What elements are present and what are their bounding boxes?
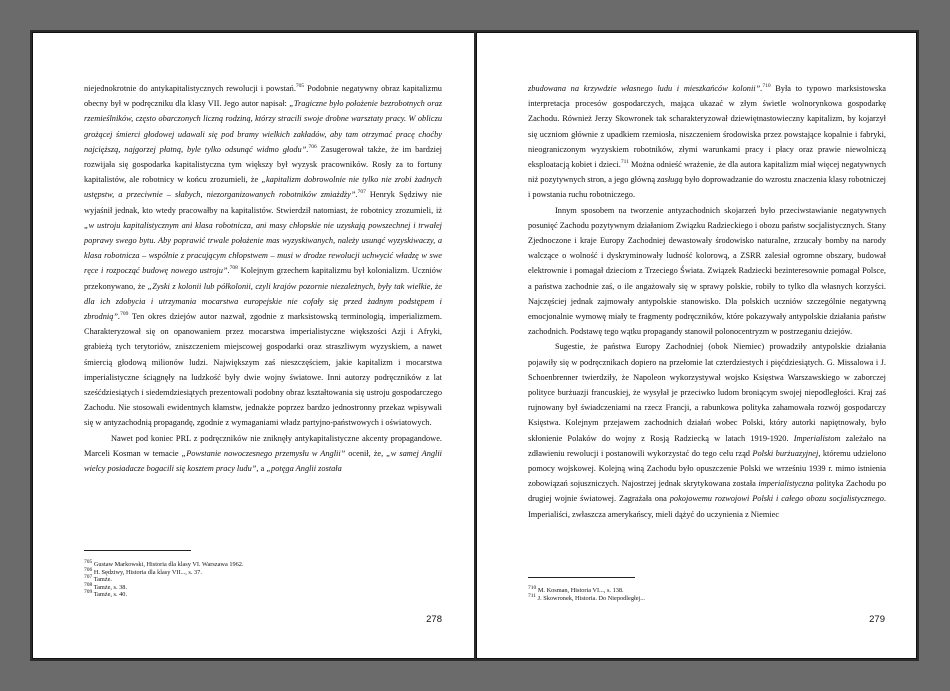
text-run: zależało na zdławieniu rewolucji i postanowili wykorzystać do tego celu rząd (528, 433, 887, 458)
footnote (84, 558, 384, 569)
footnote-reference: 711 (620, 159, 629, 166)
footnote (528, 584, 828, 595)
footnote-number: 709 (84, 589, 93, 596)
footnote-text: Tamże, s. 38. (92, 583, 128, 591)
text-run: Można odnieść wrażenie, że dla autora kapitalizm miał więcej negatywnych niż pozytywnych stron, a jego główną (528, 160, 886, 185)
footnote-text: Gustaw Markowski, Historia dla klasy VI. Warszawa 1962. (92, 561, 244, 568)
footnote (84, 581, 384, 592)
footnote-separator (84, 550, 191, 551)
quoted-text: Imperialistom (793, 433, 841, 443)
footnote-number: 711 (528, 592, 537, 599)
footnote-text: H. Sędziwy, Historia dla klasy VII..., s. 37. (92, 568, 202, 576)
text-run: Henryk Sędziwy nie wyjaśnił jednak, kto wtedy pracowałby na kapitalistów. Stwierdził natomiast, że robotnicy zrozumieli, iż (84, 190, 442, 215)
footnote-text: Tamże. (92, 576, 112, 584)
footnote-reference: 709 (120, 311, 129, 318)
quoted-text: „w ustroju kapitalistycznym ani klasa robotnicza, ani masy chłopskie nie uzyskają powszechnej i trwałej poprawy swego bytu. Aby poprawić trwale położenie mas wyzyskiwanych, należy usunąć wyzyskiwaczy, a klasa robotnicza – wspólnie z pracującym chłopstwem – musi w drodze rewolucji uchwycić władzę w swe ręce i rozpocząć budowę nowego ustroju”. (84, 220, 442, 276)
footnote-number: 706 (84, 566, 93, 573)
text-run: polityka Zachodu po drugiej wojnie światowej. Zagrażała ona (528, 479, 886, 504)
footnote (84, 576, 384, 584)
text-run: niejednokrotnie do antykapitalistycznych rewolucji i powstań. (84, 84, 296, 93)
document-page-left (33, 33, 474, 658)
footnote (84, 566, 384, 577)
quoted-text: „w samej Anglii wielcy posiadacze bogacili się kosztem pracy ludu” (84, 448, 442, 474)
quoted-text: „potęga Anglii została (266, 464, 342, 474)
quoted-text: Polski burżuazyjnej (752, 448, 819, 458)
text-run: , któremu udzielono pomocy wojskowej. Kolejną winą Zachodu było opuszczenie Polski we wrześniu 1939 r. mimo istnienia zobowiązań sojuszniczych. Najostrzej jednak skrytykowana została (528, 448, 886, 489)
quoted-text: „Zyski z kolonii lub półkolonii, czyli krajów pozornie niezależnych, były tak wielkie, że dla ich zdobycia i utrzymania mocarstwa europejskie nie cofały się przed żadnym podstępem i zbrodnią”. (84, 281, 442, 322)
text-run: ocenił, że, (345, 448, 387, 458)
footnote-reference: 706 (308, 144, 317, 151)
text-run: . Imperialiści, zwłaszcza amerykańscy, mieli dążyć do uczynienia z Niemiec (528, 494, 886, 519)
footnote (84, 591, 384, 599)
footnote-number: 710 (528, 584, 537, 591)
quoted-text: „kapitalizm dobrowolnie nie tylko nie zrobi żadnych ustępstw, a przeciwnie – słabych, niezorganizowanych robotników zmiażdży”. (84, 175, 442, 200)
footnotes (528, 584, 828, 602)
page-number: 279 (869, 614, 885, 625)
quoted-text: „Tragiczne było położenie bezrobotnych oraz rzemieślników, często obarczonych liczną rodziną, którzy stracili swoje drobne warsztaty pracy. W obliczu grożącej śmierci głodowej udawali się pod bramy wielkich zakładów, aby tam otrzymać pracę choćby najcięższą, najgorzej płatną, byle tylko odsunąć widmo głodu”. (84, 99, 442, 154)
page-body-text (528, 81, 886, 522)
footnote-separator (528, 577, 635, 578)
footnote-reference: 707 (357, 189, 366, 196)
text-run: Nawet pod koniec PRL z podręczników nie zniknęły antykapitalistyczne akcenty propagandowe. Marceli Kosman w temacie (84, 433, 442, 458)
body-paragraph (528, 339, 886, 521)
footnote-text: Tamże, s. 40. (92, 591, 128, 599)
body-paragraph (84, 431, 442, 477)
text-run: Kolejnym grzechem kapitalizmu był kolonializm. Uczniów przekonywano, że (84, 266, 442, 291)
quoted-text: zbudowana na krzywdzie własnego ludu i mieszkańców kolonii”. (528, 84, 763, 93)
text-run: Podobnie negatywny obraz kapitalizmu obecny był w podręczniku dla klasy VII. Jego autor napisał: (84, 84, 442, 109)
document-page-right (477, 33, 916, 658)
quoted-text: „Powstanie nowoczesnego przemysłu w Anglii” (181, 448, 346, 458)
footnote-number: 707 (84, 574, 93, 581)
footnote-number: 705 (84, 558, 93, 565)
text-run: Sugestie, że państwa Europy Zachodniej (obok Niemiec) prowadziły antypolskie działania pojawiły się w podręcznikach dopiero na przełomie lat czterdziestych i pięćdziesiątych. G. Missalowa i J. Schoenbrenner twierdziły, że Napoleon wykorzystywał wojsko Księstwa Warszawskiego w zaborczej polityce burżuazji francuskiej, że wysyłał je przeciwko ludom broniącym swojej niepodległości. Kraj zaś rujnowany był świadczeniami na rzecz Francji, a rabunkowa polityka zahamowała rozwój gospodarczy Księstwa. Kolejnym przejawem zachodnich działań wobec Polski, który autorki napiętnowały, było skłonienie Polaków do wojny z Rosją Radziecką w latach 1919-1920. (528, 342, 886, 443)
text-run: było doprowadzanie do wzrostu znaczenia klasy robotniczej i powstania ruchu robotniczego. (528, 175, 887, 200)
page-body-text (84, 81, 442, 476)
footnote-number: 708 (84, 581, 93, 588)
footnotes (84, 558, 384, 599)
quoted-text: zasługą (657, 175, 683, 185)
footnote-reference: 705 (295, 83, 305, 90)
text-run: Ten okres dziejów autor nazwał, zgodnie z marksistowską terminologią, imperializmem. Charakteryzował się on opanowaniem przez mocarstwa imperialistyczne większości Azji i Afryki, grabieżą tych terytoriów, zniszczeniem miejscowej gospodarki oraz straszliwym wyzyskiem, a nawet śmiercią głodową milionów ludzi. Największym zaś nieszczęściem, jakie kapitalizm i mocarstwa imperialistyczne ściągnęły na ludzkość były dwie wojny światowe. Inni autorzy podręczników z lat sześćdziesiątych i siedemdziesiątych prezentowali podobny obraz kształtowania się ustroju gospodarczego Zachodu. Nie stosowali ewidentnych kłamstw, jednakże poprzez bardzo jednostronny przekaz wpisywali się w antyzachodnią propagandę, zgodnie z wymaganiami władz partyjno-państwowych i oświatowych. (84, 312, 442, 428)
footnote-text: M. Kosman, Historia VI..., s. 138. (536, 587, 624, 594)
footnote-reference: 710 (762, 83, 771, 90)
quoted-text: pokojowemu rozwojowi Polski i całego obozu socjalistycznego (669, 494, 884, 504)
footnote-reference: 708 (229, 265, 238, 272)
body-paragraph (84, 81, 442, 431)
body-paragraph (528, 203, 886, 340)
text-run: , a (256, 464, 267, 474)
page-number: 278 (426, 614, 442, 625)
body-paragraph (528, 81, 886, 203)
quoted-text: imperialistyczna (758, 479, 814, 489)
text-run: Zasugerował także, że im bardziej rozwijała się gospodarka kapitalistyczna tym większy był wyzysk pracowników. Rosły za to fortuny kapitalistów, ale robotnicy w końcu zrozumieli, że (84, 144, 443, 185)
text-run: Była to typowo marksistowska interpretacja procesów gospodarczych, mająca ukazać w złym świetle wolnorynkowa gospodarkę Zachodu. Również Jerzy Skowronek tak scharakteryzował dziewiętnastowieczny kapitalizm, by kojarzył się uczniom głównie z upadkiem rzemiosła, niszczeniem środowiska przez powstające kopalnie i fabryki, nieograniczonym wyzyskiem robotników, złymi warunkami pracy i płacy oraz prawie niewolniczą eksploatacją kobiet i dzieci. (528, 84, 886, 170)
footnote-text: J. Skowronek, Historia. Do Niepodległej... (536, 594, 646, 602)
footnote (528, 592, 828, 603)
text-run: Innym sposobem na tworzenie antyzachodnich skojarzeń było przeciwstawianie negatywnych posunięć Zachodu pozytywnym działaniom Związku Radzieckiego i obozu państw socjalistycznych. Stany Zjednoczone i kraje Europy Zachodniej dewastowały środowisko naturalne, zrzucały bomby na narody walczące o wolność i dyskryminowały ludność kolorową, a ZSRR zalesiał ogromne obszary, budował elektrownie i pomagał dzieciom z Trzeciego Świata. Związek Radziecki bezinteresownie pomagał Polsce, a państwa zachodnie zaś, o ile angażowały się w sprawy polskie, robiły to tylko dla własnych korzyści. Najczęściej jednak zajmowały antypolskie stanowisko. Dla polskich uczniów szczególnie negatywną emocjonalnie wymowę miały te fragmenty podręczników, które pokazywały antypolskie działania państw zachodnich. Podstawę tego wątku propagandy stanowił polonocentryzm w postrzeganiu dziejów. (528, 205, 886, 337)
